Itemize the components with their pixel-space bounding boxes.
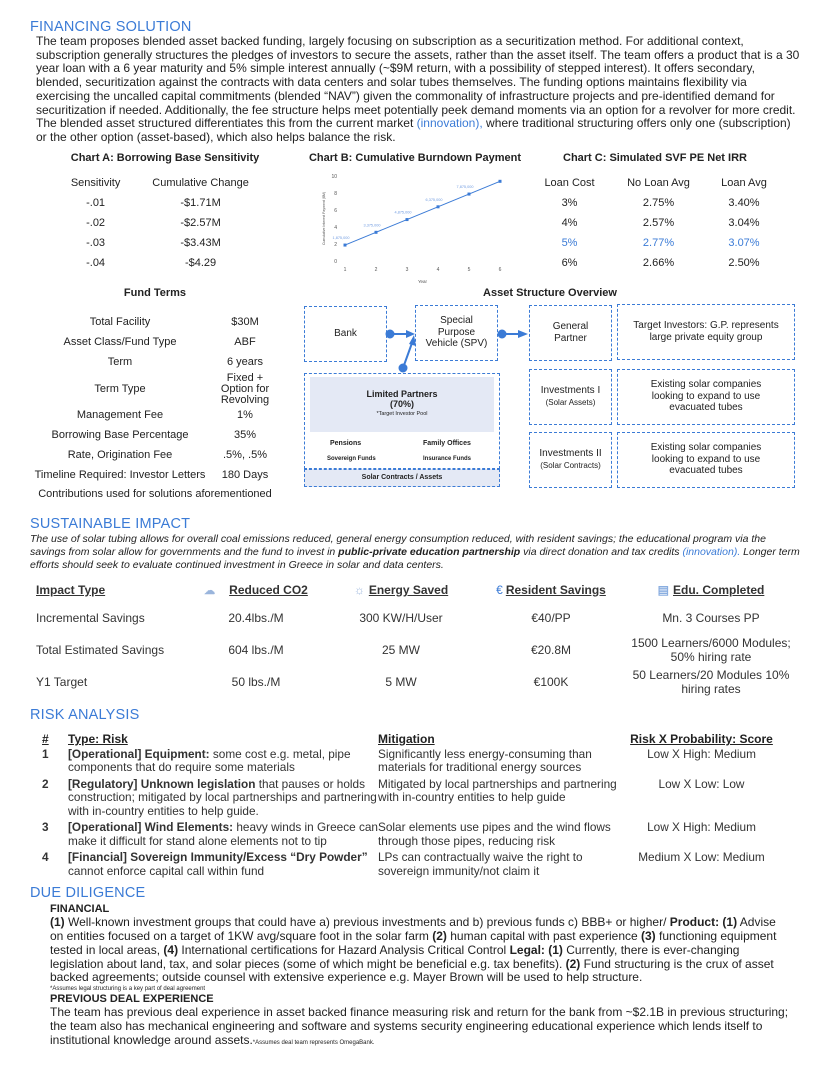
sun-icon: ☼: [353, 582, 365, 597]
risk-mitigation: Mitigated by local partnerships and partnering with in-country entities to help guide: [378, 776, 617, 805]
impact-table: [36, 578, 796, 698]
chart-b-title: Chart B: Cumulative Burndown Payment: [308, 151, 522, 164]
text-segment: International certifications for Hazard Analysis Critical Control: [178, 942, 510, 957]
text-segment: Product: (1): [669, 915, 738, 930]
table-row: [36, 634, 796, 666]
risk-score: Low X High: Medium: [647, 820, 756, 835]
cell: 2.50%: [728, 256, 760, 269]
euro-icon: €: [496, 582, 503, 597]
header: Sensitivity: [70, 176, 121, 189]
impact-body: [30, 533, 800, 572]
arrow-icon: [409, 335, 416, 346]
text-segment: (4): [163, 942, 179, 957]
data-label: 1,875,000: [332, 235, 350, 240]
term-label: Asset Class/Fund Type: [63, 336, 177, 349]
text-segment: human capital with past experience: [446, 928, 641, 943]
risk-type: [68, 821, 378, 851]
text-segment: Fund structuring is the crux of asset backed agreements; outside counsel with extensive experience e.g. Mayer Brown will be used to help structure.: [50, 956, 774, 985]
risk-number: 4: [42, 850, 49, 865]
text-segment: (innovation),: [416, 116, 483, 131]
lp-type: Sovereign Funds: [327, 455, 376, 462]
text-segment: functioning equipment tested in local areas,: [50, 928, 777, 957]
table-row: [30, 446, 280, 466]
risk-score: Low X Low: Low: [658, 776, 745, 791]
dd-financial-body: [50, 916, 792, 985]
fund-terms: [30, 287, 280, 504]
dd-previous-label: PREVIOUS DEAL EXPERIENCE: [50, 993, 214, 1006]
text-segment: Advise on entities focused on a target of 1KW avg/square foot in the solar farm: [50, 915, 776, 943]
dd-previous-body: [50, 1006, 792, 1050]
y-tick-label: 10: [331, 173, 337, 180]
data-point: [437, 205, 440, 208]
investments-1-box: [529, 369, 612, 425]
table-row: [60, 213, 270, 233]
cell: -$2.57M: [180, 216, 221, 229]
risk-type: [68, 748, 378, 778]
text-segment: (3): [641, 928, 656, 943]
table-row: [30, 406, 280, 426]
cell: 2.77%: [642, 236, 675, 249]
risk-type-desc: that pauses or holds construction; mitigated by local partnerships and partnering with in-country entities to help guide.: [68, 776, 377, 818]
x-tick-label: 5: [467, 266, 471, 273]
header: Risk X Probability: Score: [630, 732, 773, 747]
table-row: [30, 466, 280, 486]
cell: Y1 Target: [36, 674, 88, 689]
cell: 20.4lbs./M: [228, 610, 284, 625]
investments-2-desc: [617, 432, 795, 488]
target-investors-box: [617, 304, 795, 360]
dd-title: DUE DILIGENCE: [30, 885, 146, 902]
data-point: [499, 179, 502, 182]
term-label: Contributions used for solutions aforementioned: [38, 488, 272, 501]
impact-title: SUSTAINABLE IMPACT: [30, 515, 191, 532]
cell: 5%: [561, 236, 578, 249]
table-row: [30, 426, 280, 446]
term-label: Borrowing Base Percentage: [51, 429, 189, 442]
table-row: [30, 486, 280, 504]
x-tick-label: 3: [405, 266, 409, 273]
terms-structure-row: [0, 287, 815, 504]
investments-2-box: [529, 432, 612, 488]
cell: 2.57%: [642, 216, 675, 229]
y-tick-label: 2: [334, 241, 337, 248]
table-row: [42, 748, 777, 778]
chart-b-plot: [305, 166, 525, 286]
lp-type: Family Offices: [423, 439, 471, 447]
cell: €100K: [533, 674, 569, 689]
cell: 1500 Learners/6000 Modules; 50% hiring rate: [631, 635, 791, 664]
term-value: ABF: [234, 336, 256, 349]
x-axis-label: Year: [417, 278, 428, 284]
table-row: [30, 333, 280, 353]
risk-score: Medium X Low: Medium: [638, 850, 765, 865]
data-point: [344, 243, 347, 246]
financing-title: FINANCING SOLUTION: [30, 19, 192, 35]
solar-label: Solar Contracts / Assets: [361, 473, 443, 481]
risk-type-title: [Operational] Wind Elements:: [68, 820, 234, 835]
x-tick-label: 6: [498, 266, 502, 273]
inv1-sub: (Solar Assets): [545, 397, 596, 407]
text-segment: where traditional structuring offers only one (subscription) or the other option (asset-based), which also helps balance the risk.: [36, 116, 791, 144]
x-tick-label: 1: [343, 266, 347, 273]
chart-b: [305, 152, 525, 286]
risk-mitigation: LPs can contractually waive the right to sovereign immunity/not claim it: [378, 850, 583, 878]
header: #: [42, 732, 49, 747]
series-line: [345, 181, 500, 245]
header: Cumulative Change: [152, 176, 249, 189]
cloud-icon: ☁: [204, 584, 216, 597]
term-value: .5%, .5%: [222, 449, 268, 462]
cell: 4%: [561, 216, 578, 229]
table-row: [30, 373, 280, 406]
risk-type-title: [Financial] Sovereign Immunity/Excess “Dry Powder”: [68, 850, 368, 865]
chart-c: [530, 152, 780, 273]
risk-number: 3: [42, 820, 49, 835]
risk-type-desc: heavy winds in Greece can make it difficult for stand alone elements not to tip: [68, 820, 378, 848]
term-value: 180 Days: [221, 469, 269, 482]
header: Mitigation: [378, 732, 435, 747]
term-value: $30M: [231, 316, 259, 329]
term-label: Term Type: [94, 382, 146, 395]
risk-type-desc: some cost e.g. metal, pipe components that do require some materials: [68, 746, 351, 775]
header: Impact Type: [36, 582, 106, 597]
chart-a: [60, 152, 270, 273]
financing-body: [36, 35, 804, 145]
text-segment: Currently, there is ever-changing legislation about land, tax, and solar pieces (some of which might be beneficial e.g. tax benefits).: [50, 942, 740, 971]
limited-partners-box: [304, 373, 500, 469]
table-row: [60, 233, 270, 253]
cell: Incremental Savings: [36, 610, 145, 625]
table-row: [530, 253, 780, 273]
x-tick-label: 4: [436, 266, 440, 273]
cell: 604 lbs./M: [228, 642, 284, 657]
term-label: Total Facility: [89, 316, 151, 329]
arrow-icon: [518, 330, 528, 338]
header: Resident Savings: [505, 582, 606, 597]
lp-type: Pensions: [330, 439, 362, 447]
x-tick-label: 2: [374, 266, 378, 273]
text-segment: Longer term efforts should seek to evaluate continued investment in Greece in solar and data centers.: [30, 545, 800, 571]
cell: €20.8M: [530, 642, 572, 657]
cell: 3.40%: [728, 196, 760, 209]
cell: -.04: [86, 256, 106, 269]
cell: 6%: [561, 256, 578, 269]
gp-box: [529, 305, 612, 361]
fund-terms-title: Fund Terms: [123, 286, 187, 299]
term-value: 1%: [237, 409, 253, 422]
cell: -$3.43M: [180, 236, 221, 249]
term-label: Management Fee: [76, 409, 164, 422]
text-segment: (innovation).: [682, 545, 741, 558]
cell: Total Estimated Savings: [36, 642, 165, 657]
inv2-desc: Existing solar companies looking to expand to use evacuated tubes: [650, 442, 762, 477]
lp-note: *Target Investor Pool: [376, 411, 428, 418]
fund-terms-table: [30, 313, 280, 504]
asset-title: Asset Structure Overview: [483, 286, 617, 299]
text-segment: The team proposes blended asset backed funding, largely focusing on subscription as a securitization method. For additional context, subscription generally structures the pledges of investors to secure the assets, rather than the asset itself. The team offers a product that is a 30 year loan with a 6 year maturity and 5% simple interest annually (~$9M return, with a possibility of stepped interest). It offers secondary, blended, securitization against the contracts with data centers and solar tubes themselves. The funding options maintains flexibility via exercising the uncalled capital commitments (blended “NAV”) given the commonality of infrastructure projects and pre-identified demand for securitization if needed. Additionally, the fee structure helps meet potentially peek demand moments via an option for a revolver for more credit. The blended asset structured differentiates this from the current market: [36, 34, 800, 131]
header: Energy Saved: [368, 582, 449, 597]
y-tick-label: 4: [334, 224, 337, 231]
cell: -$4.29: [184, 256, 217, 269]
risk-type-desc: cannot enforce capital call within fund: [68, 863, 265, 878]
dd-previous-text: The team has previous deal experience in asset backed finance measuring risk and return for the bank from ~$2.1B in previous structuring; the team also has mechanical engineering and software and systems security engineering educational experience which lends itself to institutional knowledge around assets.: [50, 1005, 789, 1047]
term-label: Timeline Required: Investor Letters: [34, 469, 206, 482]
table-row: [60, 253, 270, 273]
table-row: [530, 213, 780, 233]
risk-mitigation: Solar elements use pipes and the wind flows through those pipes, reducing risk: [378, 820, 611, 848]
inv1-desc: Existing solar companies looking to expand to use evacuated tubes: [650, 379, 762, 414]
header: Loan Avg: [721, 176, 767, 189]
y-tick-label: 0: [334, 258, 337, 265]
risk-mitigation: Significantly less energy-consuming than materials for traditional energy sources: [378, 746, 592, 775]
y-axis-label: Cumulative Interest Payment ($M): [322, 191, 326, 245]
chart-a-table: [60, 173, 270, 273]
term-label: Rate, Origination Fee: [67, 449, 173, 462]
cell: 3.04%: [728, 216, 760, 229]
risk-number: 2: [42, 776, 49, 791]
cell: -$1.71M: [180, 196, 221, 209]
lp-pct: (70%): [389, 399, 414, 410]
table-row: [530, 193, 780, 213]
table-row: [30, 353, 280, 373]
risk-number: 1: [42, 746, 49, 761]
bank-box: [304, 306, 387, 362]
cell: -.02: [86, 216, 106, 229]
investments-1-desc: [617, 369, 795, 425]
charts-row: [0, 152, 815, 287]
cell: 50 lbs./M: [231, 674, 281, 689]
dd-section: [50, 903, 792, 1050]
dd-financial-label: FINANCIAL: [50, 903, 110, 916]
cell: Mn. 3 Courses PP: [662, 610, 760, 625]
text-segment: (2): [432, 928, 447, 943]
term-value: Fixed + Option for Revolving: [220, 371, 270, 406]
chart-c-title: Chart C: Simulated SVF PE Net IRR: [563, 151, 747, 164]
term-value: 6 years: [226, 356, 264, 369]
solar-contracts-bar: [304, 469, 500, 487]
text-segment: (1): [50, 915, 65, 930]
asset-structure: [300, 287, 800, 489]
cell: -.03: [86, 236, 106, 249]
term-value: 35%: [233, 429, 257, 442]
data-label: 7,875,000: [456, 184, 474, 189]
cell: 25 MW: [381, 642, 420, 657]
lp-label: Limited Partners: [366, 389, 438, 400]
table-row: [42, 821, 777, 851]
target-label: Target Investors: G.P. represents large private equity group: [633, 320, 779, 343]
table-row: [36, 602, 796, 634]
risk-type-title: [Operational] Equipment:: [68, 746, 210, 761]
dd-previous-note: *Assumes deal team represents OmegaBank.: [252, 1039, 375, 1046]
table-row-highlight: [530, 233, 780, 253]
risk-table: [42, 731, 777, 882]
inv2-label: Investments II: [539, 448, 602, 460]
y-tick-label: 6: [334, 207, 337, 214]
term-label: Term: [107, 356, 133, 369]
cell: 50 Learners/20 Modules 10% hiring rates: [632, 667, 790, 696]
cell: 2.75%: [642, 196, 675, 209]
cell: -.01: [86, 196, 106, 209]
text-segment: Well-known investment groups that could have a) previous investments and b) previous funds c) BBB+ or higher/: [64, 915, 670, 930]
data-label: 3,375,000: [363, 222, 381, 227]
cell: 2.66%: [642, 256, 675, 269]
cell: 3%: [561, 196, 578, 209]
risk-type: [68, 778, 378, 822]
header: Reduced CO2: [229, 582, 308, 597]
chart-c-table: [530, 173, 780, 273]
header: Type: Risk: [68, 732, 128, 747]
data-label: 4,875,000: [394, 210, 412, 215]
table-row: [42, 851, 777, 881]
spv-label: Special Purpose Vehicle (SPV): [425, 315, 488, 350]
text-segment: public-private education partnership: [338, 545, 521, 558]
text-segment: (2): [565, 956, 581, 971]
cell: €40/PP: [531, 610, 571, 625]
cell: 3.07%: [728, 236, 760, 249]
header: Edu. Completed: [673, 582, 765, 597]
document-icon: ▤: [657, 582, 669, 597]
bank-label: Bank: [334, 327, 357, 339]
lp-type: Insurance Funds: [423, 455, 472, 462]
chart-a-title: Chart A: Borrowing Base Sensitivity: [70, 151, 260, 164]
cell: 300 KW/H/User: [359, 610, 443, 625]
text-segment: The use of solar tubing allows for overall coal emissions reduced, general energy consumption reduced, with resident savings; the educational program via the savings from solar allow for governments and the fund to invest in: [30, 532, 766, 558]
risk-score: Low X High: Medium: [647, 746, 756, 761]
y-tick-label: 8: [334, 190, 337, 197]
header: No Loan Avg: [627, 176, 690, 189]
risk-title: RISK ANALYSIS: [30, 706, 140, 723]
table-row: [36, 666, 796, 698]
table-row: [42, 778, 777, 822]
inv1-label: Investments I: [540, 385, 601, 397]
text-segment: Legal: (1): [509, 942, 563, 957]
asset-arrows: [380, 317, 540, 377]
data-point: [468, 192, 471, 195]
risk-type-title: [Regulatory] Unknown legislation: [68, 776, 256, 791]
cell: 5 MW: [385, 674, 417, 689]
data-label: 6,375,000: [425, 197, 443, 202]
gp-label: General Partner: [552, 321, 589, 344]
text-segment: via direct donation and tax credits: [520, 545, 683, 558]
inv2-sub: (Solar Contracts): [540, 460, 601, 470]
data-point: [406, 218, 409, 221]
data-point: [375, 230, 378, 233]
table-row: [30, 313, 280, 333]
risk-type: [68, 851, 378, 881]
dd-financial-note: *Assumes legal structuring is a key part of deal agreement: [50, 986, 206, 993]
lp-header: [310, 377, 494, 432]
header: Loan Cost: [544, 176, 595, 189]
table-row: [60, 193, 270, 213]
